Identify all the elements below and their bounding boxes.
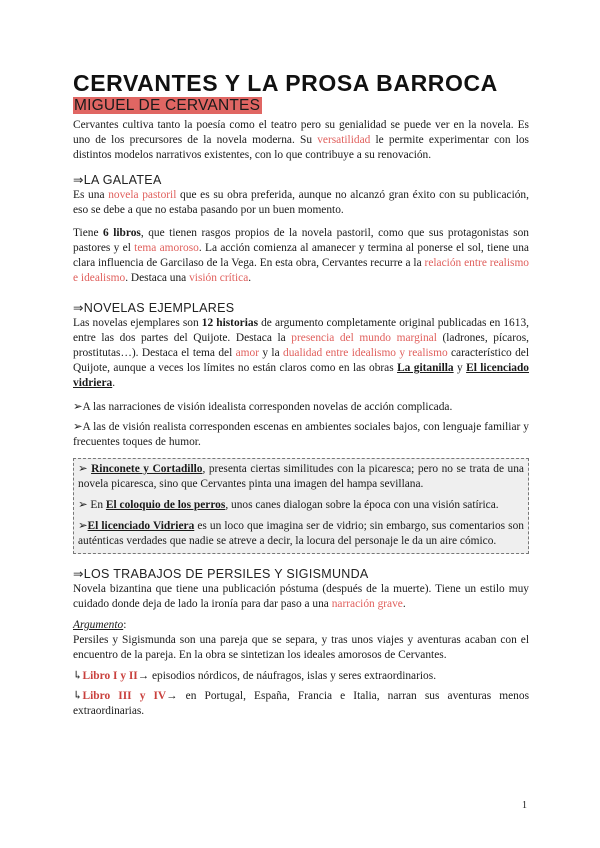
novelas-p1-text-3: (ladrones, pícaros, prostitutas…). Destaca el tema del	[73, 332, 530, 359]
persiles-p4-text: → en Portugal, España, Francia e Italia, narran sus aventuras menos extraordinarias.	[73, 690, 529, 717]
novelas-callout-box	[73, 458, 529, 554]
callout-bullet: ➢	[78, 520, 88, 532]
section-heading-persiles: ⇒LOS TRABAJOS DE PERSILES Y SIGISMUNDA	[73, 567, 369, 581]
galatea-p1-text: Es una	[73, 189, 109, 201]
work-title-coloquio: El coloquio de los perros	[105, 499, 226, 511]
novelas-paragraph-3: ➢A las de visión realista corresponden escenas en ambientes sociales bajos, con lenguaje familiar y frecuentes toques de humor.	[73, 421, 529, 448]
page-number: 1	[522, 800, 527, 811]
callout-item-vidriera	[78, 519, 524, 549]
novelas-p1-text-7: .	[112, 377, 116, 389]
callout-text: , presenta ciertas similitudes con la picaresca; pero no se trata de una novela picaresca, sino que Cervantes pinta una imagen del hampa sevillana.	[78, 463, 524, 490]
book-range-1: Libro I y II	[82, 670, 138, 682]
galatea-p2-highlight-relacion: relación entre realismo e idealismo	[73, 257, 529, 284]
persiles-paragraph-2: Persiles y Sigismunda son una pareja que se separa, y tras unos viajes y aventuras acaban con el encuentro de la pareja. En la obra se sintetizan los ideales amorosos de Cervantes.	[73, 634, 529, 661]
galatea-p2-highlight-tema: tema amoroso	[134, 242, 199, 254]
section-heading-galatea: ⇒LA GALATEA	[73, 173, 162, 187]
intro-paragraph	[73, 118, 529, 163]
work-title-rinconete: Rinconete y Cortadillo	[91, 463, 203, 475]
callout-item-rinconete	[78, 462, 524, 492]
novelas-p1-text-6: y	[453, 362, 467, 374]
callout-item-coloquio	[78, 498, 524, 513]
callout-bullet: ➢ En	[78, 499, 106, 511]
intro-highlight-versatilidad: versatilidad	[317, 134, 371, 146]
book-range-2: Libro III y IV	[82, 690, 167, 702]
page-title: CERVANTES Y LA PROSA BARROCA	[73, 70, 498, 96]
galatea-p1-text-2: que es su obra preferida, aunque no alcanzó gran éxito con su publicación, eso se debe a que no estaba pasando por un buen momento.	[73, 189, 529, 216]
novelas-p1-bold: 12 historias	[201, 317, 259, 329]
persiles-p3-text: → episodios nórdicos, de náufragos, islas y seres extraordinarios.	[137, 670, 437, 682]
novelas-p1-text-4: y la	[259, 347, 284, 359]
persiles-paragraph-4	[73, 689, 529, 719]
callout-text: es un loco que imagina ser de vidrio; sin embargo, sus comentarios son auténticas verdades que nadie se atreve a decir, la locura del personaje le da un aire cómico.	[78, 520, 524, 547]
novelas-p1-highlight-amor: amor	[235, 347, 260, 359]
argument-colon: :	[123, 619, 127, 631]
novelas-paragraph-1	[73, 316, 529, 391]
return-arrow-icon: ↳	[73, 690, 83, 702]
galatea-p2-highlight-vision: visión crítica	[189, 272, 249, 284]
galatea-p2-bold: 6 libros	[103, 227, 141, 239]
section-heading-novelas: ⇒NOVELAS EJEMPLARES	[73, 301, 235, 315]
novelas-p1-text: Las novelas ejemplares son	[73, 317, 202, 329]
novelas-p1-highlight-dualidad: dualidad entre idealismo y realismo	[283, 347, 448, 359]
galatea-p2-text: Tiene	[73, 227, 104, 239]
galatea-p2-text-2: , que tienen rasgos propios de la novela pastoril, como que sus protagonistas son pastores y el	[73, 227, 529, 254]
subtitle-wrap	[73, 97, 529, 115]
novelas-p1-text-2: de argumento completamente original publicadas en 1613, entre las dos partes del Quijote. Destaca la	[73, 317, 529, 344]
persiles-p1-highlight: narración grave	[331, 598, 403, 610]
persiles-paragraph-1	[73, 582, 529, 612]
persiles-paragraph-3	[73, 669, 529, 684]
work-title-vidriera: El licenciado Vidriera	[87, 520, 195, 532]
intro-text-c: le permite experimentar con los distintos modelos narrativos existentes, con lo que contribuye a su renovación.	[73, 134, 529, 161]
persiles-p1-text-2: .	[402, 598, 406, 610]
argument-label: Argumento	[73, 619, 124, 631]
galatea-p2-text-3: . La acción comienza al amanecer y termina al ponerse el sol, tiene una clara influencia de Garcilaso de la Vega. En esta obra, Cervantes recurre a la	[73, 242, 529, 269]
galatea-p1-highlight: novela pastoril	[108, 189, 177, 201]
galatea-paragraph-1	[73, 188, 529, 218]
argument-label-line	[73, 618, 529, 633]
return-arrow-icon: ↳	[73, 670, 83, 682]
persiles-p1-text: Novela bizantina que tiene una publicación póstuma (después de la muerte). Tiene un estilo muy cuidado donde deja de lado la ironía para dar paso a una	[73, 583, 529, 610]
galatea-paragraph-2	[73, 226, 529, 286]
galatea-p2-text-4: . Destaca una	[125, 272, 190, 284]
galatea-p2-text-5: .	[248, 272, 252, 284]
subtitle: MIGUEL DE CERVANTES	[74, 97, 261, 114]
novelas-paragraph-2: ➢A las narraciones de visión idealista corresponden novelas de acción complicada.	[73, 401, 453, 413]
novelas-p1-text-5: característico del Quijote, aunque a veces los límites no están claros como en las obras	[73, 347, 529, 374]
callout-bullet: ➢	[78, 463, 92, 475]
page	[73, 70, 529, 719]
work-title-licenciado: El licenciado vidriera	[73, 362, 529, 389]
intro-text-a: Cervantes cultiva tanto la poesía como el teatro pero su genialidad se puede ver en la novela. Es uno de los precursores de la novela moderna. Su	[73, 119, 529, 146]
novelas-p1-highlight-mundo: presencia del mundo marginal	[291, 332, 437, 344]
work-title-gitanilla: La gitanilla	[397, 362, 454, 374]
callout-text: , unos canes dialogan sobre la época con una visión satírica.	[225, 499, 499, 511]
